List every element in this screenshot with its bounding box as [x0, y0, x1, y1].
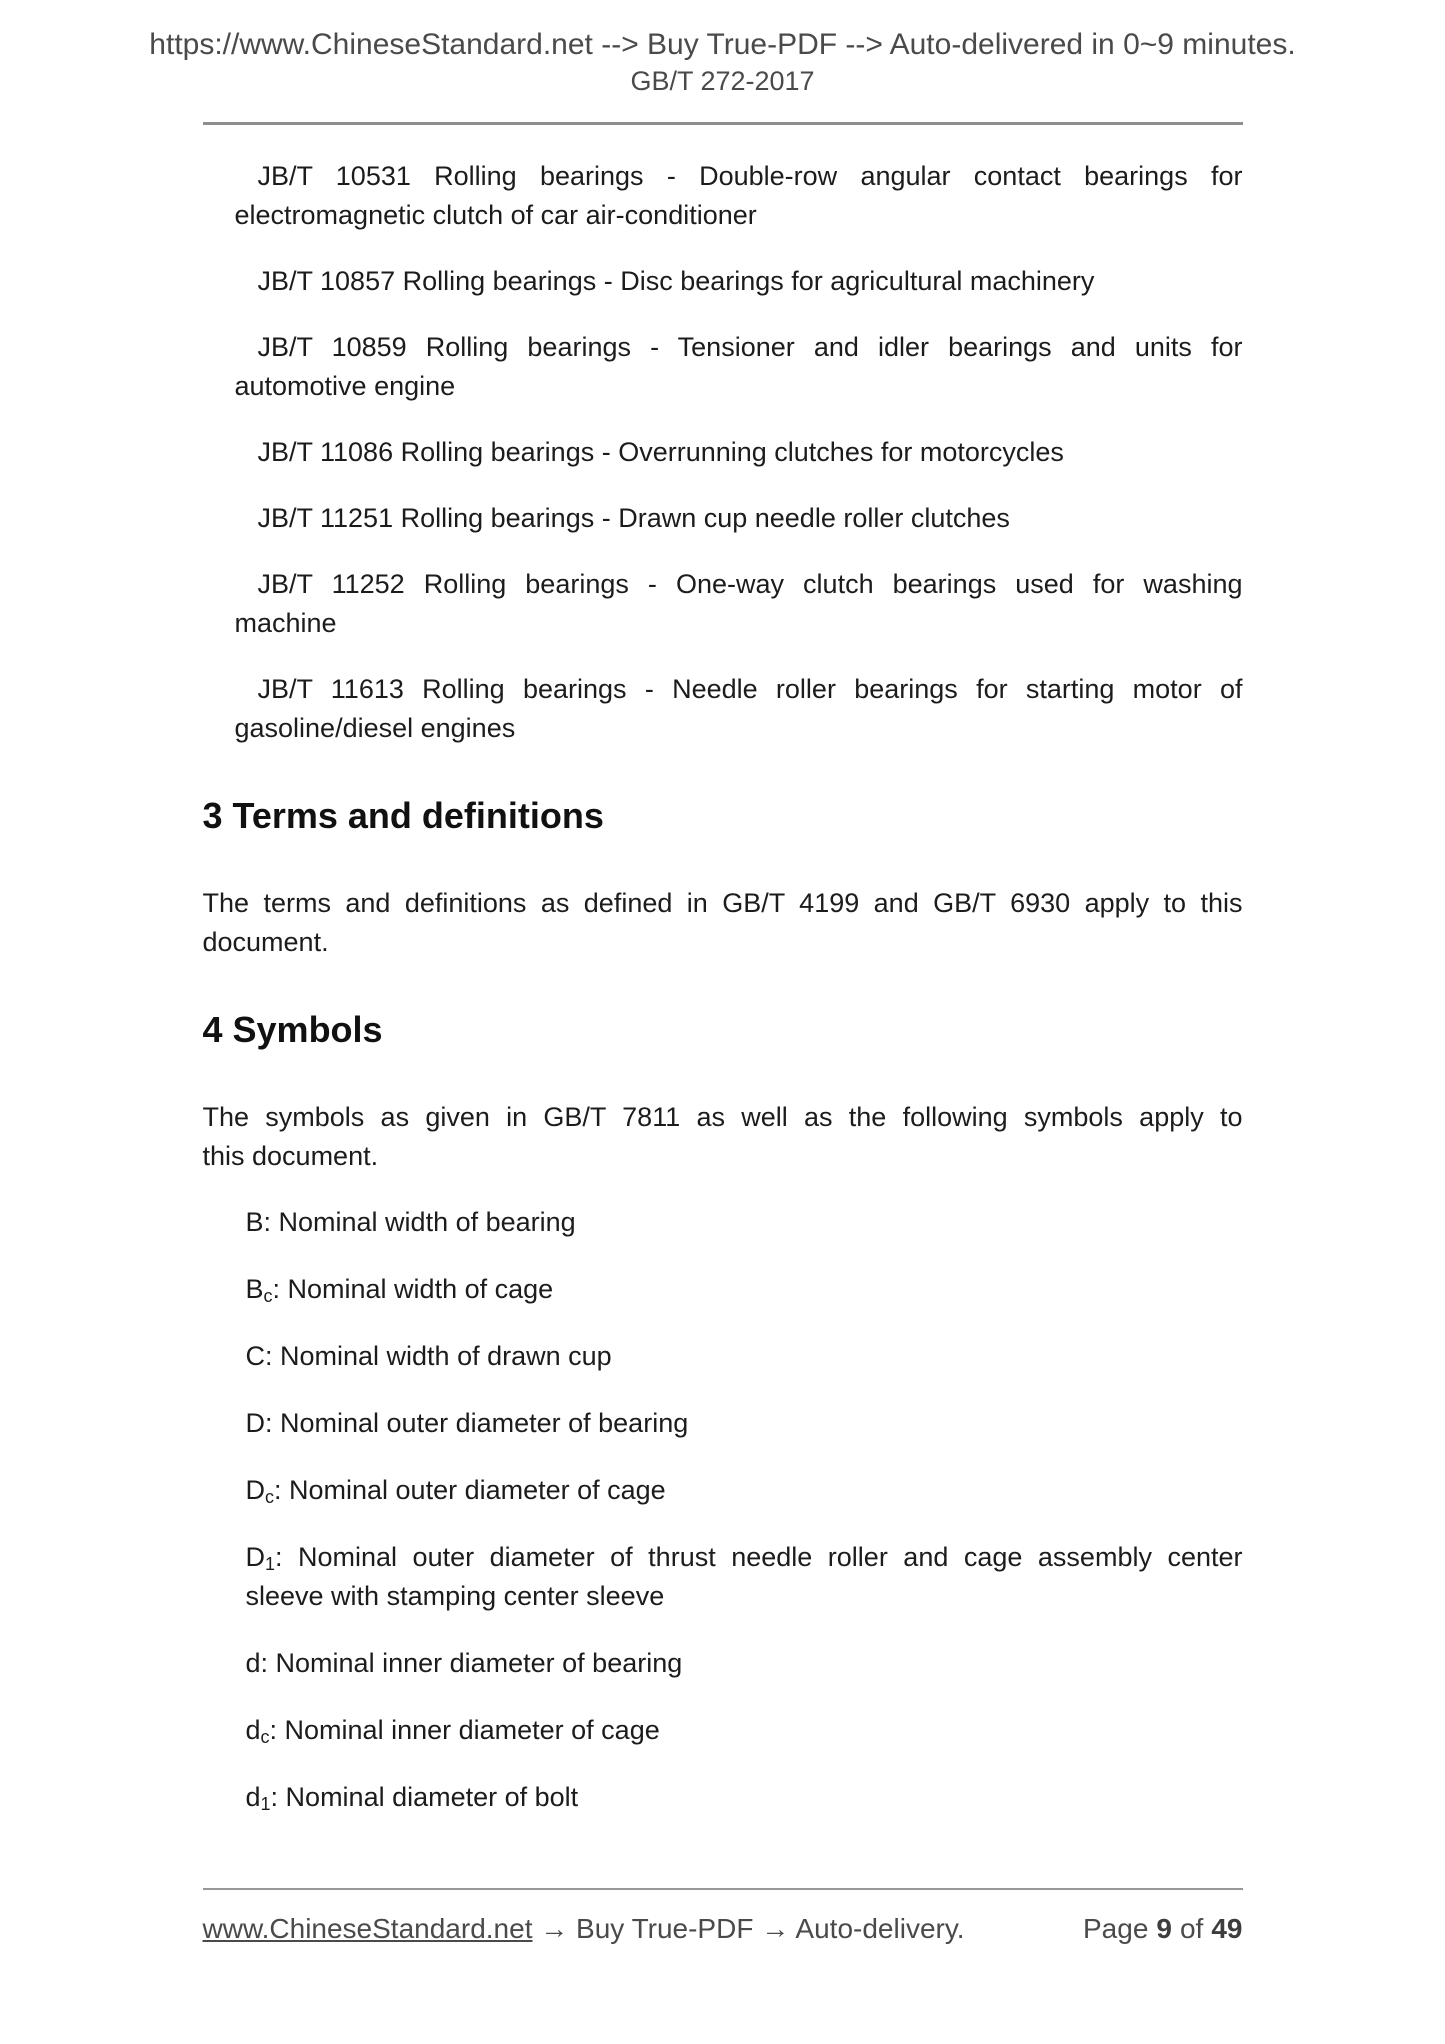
symbol-item — [246, 1404, 1243, 1443]
document-body — [203, 125, 1243, 1817]
reference-line: machine — [234, 608, 337, 638]
symbol-description: : Nominal inner diameter of cage — [269, 1715, 660, 1745]
symbol-base: B — [245, 1274, 264, 1304]
reference-paragraph — [235, 328, 1243, 406]
footer-tagline-rest: → Buy True-PDF → Auto-delivery. — [532, 1913, 965, 1944]
reference-line: JB/T 11252 Rolling bearings - One-way clutch bearings used for washing — [257, 569, 1243, 599]
symbol-base: D — [245, 1475, 265, 1505]
header-url-line: https://www.ChineseStandard.net --> Buy True-PDF --> Auto-delivered in 0~9 minutes. — [149, 28, 1296, 61]
reference-line: electromagnetic clutch of car air-conditioner — [234, 200, 757, 230]
section-heading-terms: 3 Terms and definitions — [202, 795, 604, 836]
symbols-intro-paragraph — [203, 1098, 1243, 1176]
symbol-base: D — [245, 1542, 265, 1572]
symbol-description: : Nominal outer diameter of cage — [274, 1475, 666, 1505]
reference-paragraph — [235, 262, 1243, 301]
symbol-base: d — [245, 1782, 261, 1812]
reference-line: JB/T 11086 Rolling bearings - Overrunning clutches for motorcycles — [257, 437, 1064, 467]
symbol-subscript: 1 — [265, 1554, 276, 1574]
reference-line: JB/T 10857 Rolling bearings - Disc bearings for agricultural machinery — [257, 266, 1095, 296]
symbol-base: B — [245, 1207, 264, 1237]
symbol-base: C — [245, 1341, 265, 1371]
reference-paragraph — [235, 499, 1243, 538]
symbol-description: : Nominal width of drawn cup — [265, 1341, 612, 1371]
reference-line: JB/T 11613 Rolling bearings - Needle roller bearings for starting motor of — [257, 674, 1243, 704]
reference-paragraph — [235, 157, 1243, 235]
reference-paragraph — [235, 433, 1243, 472]
page-header — [0, 0, 1445, 98]
footer-tagline — [203, 1912, 965, 1946]
body-line: The symbols as given in GB/T 7811 as well as the following symbols apply to — [202, 1102, 1243, 1132]
symbol-description: : Nominal inner diameter of bearing — [260, 1648, 683, 1678]
page-label: Page — [1083, 1913, 1149, 1944]
page-footer — [0, 1888, 1445, 1946]
reference-paragraph — [235, 565, 1243, 643]
symbol-base: d — [245, 1648, 261, 1678]
body-line: this document. — [202, 1141, 379, 1171]
symbol-item — [246, 1203, 1243, 1242]
symbol-item — [246, 1538, 1243, 1616]
reference-line: JB/T 10859 Rolling bearings - Tensioner and idler bearings and units for — [257, 332, 1243, 362]
symbol-item — [246, 1644, 1243, 1683]
symbol-subscript: c — [263, 1286, 273, 1306]
body-line: document. — [202, 927, 329, 957]
symbol-item — [246, 1270, 1243, 1309]
page-current: 9 — [1156, 1913, 1172, 1944]
body-line: The terms and definitions as defined in GB/T 4199 and GB/T 6930 apply to this — [202, 888, 1243, 918]
of-label: of — [1179, 1913, 1204, 1944]
symbol-subscript: c — [260, 1727, 270, 1747]
symbol-base: D — [245, 1408, 265, 1438]
symbol-subscript: 1 — [260, 1794, 271, 1814]
symbol-base: d — [245, 1715, 261, 1745]
reference-paragraph — [235, 670, 1243, 748]
document-code: GB/T 272-2017 — [630, 66, 815, 96]
page-total: 49 — [1211, 1913, 1243, 1944]
symbol-item — [246, 1471, 1243, 1510]
reference-line: JB/T 10531 Rolling bearings - Double-row angular contact bearings for — [257, 161, 1243, 191]
symbol-item — [246, 1711, 1243, 1750]
symbol-description-wrap: sleeve with stamping center sleeve — [245, 1581, 665, 1611]
symbol-description: : Nominal outer diameter of bearing — [265, 1408, 689, 1438]
symbol-description: : Nominal diameter of bolt — [270, 1782, 579, 1812]
section-heading-symbols: 4 Symbols — [202, 1009, 383, 1050]
symbol-item — [246, 1337, 1243, 1376]
symbol-description: : Nominal width of cage — [272, 1274, 554, 1304]
footer-rule — [203, 1888, 1243, 1890]
footer-link[interactable]: www.ChineseStandard.net — [202, 1913, 533, 1944]
terms-body-paragraph — [203, 884, 1243, 962]
symbol-description: : Nominal outer diameter of thrust needle roller and cage assembly center — [275, 1542, 1243, 1572]
reference-line: gasoline/diesel engines — [234, 713, 516, 743]
symbol-item — [246, 1778, 1243, 1817]
reference-line: JB/T 11251 Rolling bearings - Drawn cup needle roller clutches — [257, 503, 1010, 533]
reference-line: automotive engine — [234, 371, 456, 401]
symbol-subscript: c — [265, 1487, 274, 1507]
symbol-description: : Nominal width of bearing — [263, 1207, 576, 1237]
page-indicator — [1083, 1912, 1243, 1946]
